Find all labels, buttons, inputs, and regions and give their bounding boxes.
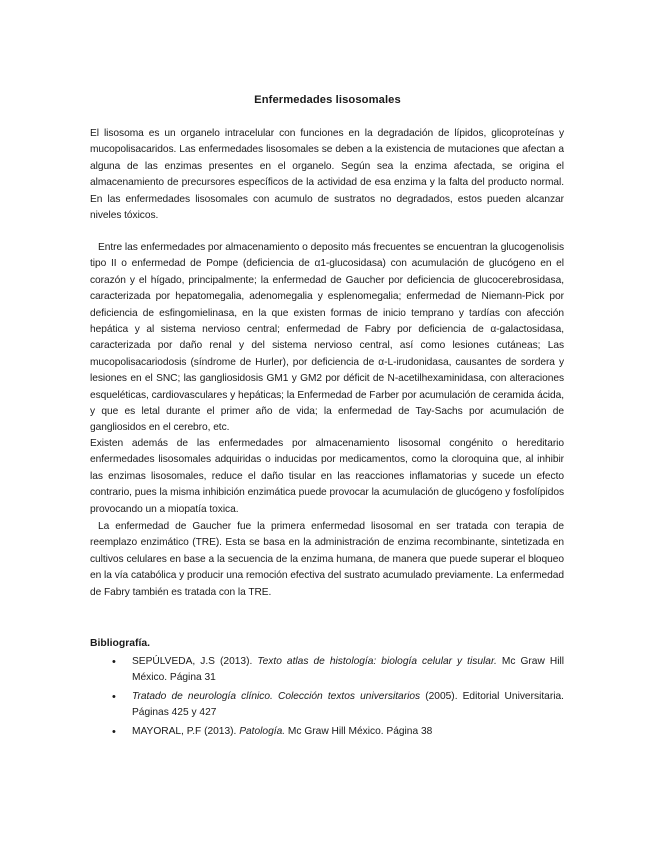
bib-publisher: (2005). Editorial Universitaria. Páginas 425 y 427 bbox=[132, 690, 564, 719]
bib-author: MAYORAL, P.F (2013). bbox=[132, 725, 240, 737]
bib-title: Texto atlas de histología: biología celular y tisular. bbox=[257, 656, 497, 667]
paragraph-acquired-diseases: Existen además de las enfermedades por almacenamiento lisosomal congénito o hereditario enfermedades lisosomales adquiridas o inducidas por medicamentos, como la cloroquina que, al inhibir las enzimas lisosomales, reduce el daño tisular en las reacciones inflamatorias y sucede un efecto contrario, pues la misma inhibición enzimática puede provocar la acumulación de glucógeno y fosfolípidos provocando un a miopatía toxica. bbox=[90, 438, 564, 515]
bib-publisher: Mc Graw Hill México. Página 31 bbox=[132, 656, 564, 684]
paragraph-gaucher-therapy: La enfermedad de Gaucher fue la primera enfermedad lisosomal en ser tratada con terapia de reemplazo enzimático (TRE). Esta se basa en la administración de enzima recombinante, sintetizada en cultivos celulares en base a la secuencia de la enzima humana, de manera que puede superar el bloqueo en la vía catabólica y producir una remoción efectiva del sustrato acumulado previamente. La enfermedad de Fabry también es tratada con la TRE. bbox=[90, 521, 564, 598]
bibliography-item bbox=[90, 724, 564, 740]
bib-publisher: Mc Graw Hill México. Página 38 bbox=[285, 725, 433, 737]
document-title: Enfermedades lisosomales bbox=[254, 94, 401, 106]
paragraph-lysosome-intro: El lisosoma es un organelo intracelular con funciones en la degradación de lípidos, glicoproteínas y mucopolisacaridos. Las enfermedades lisosomales se deben a la existencia de mutaciones que afectan a alguna de las enzimas presentes en el organelo. Según sea la enzima afectada, se origina el almacenamiento de precursores específicos de la actividad de esa enzima y la falta del producto normal. En las enfermedades lisosomales con acumulo de sustratos no degradados, estos pueden alcanzar niveles tóxicos. bbox=[90, 128, 564, 222]
bib-title: Tratado de neurología clínico. Colección textos universitarios bbox=[132, 690, 421, 702]
bullet-icon: • bbox=[112, 690, 116, 703]
bibliography-item bbox=[90, 654, 564, 687]
bullet-icon: • bbox=[112, 656, 116, 668]
bibliography-heading: Bibliografía. bbox=[90, 638, 151, 649]
bib-title: Patología. bbox=[239, 725, 286, 737]
bullet-icon: • bbox=[112, 725, 116, 738]
bibliography-item bbox=[90, 689, 564, 722]
bibliography-list bbox=[90, 654, 564, 742]
paragraph-storage-diseases: Entre las enfermedades por almacenamiento o deposito más frecuentes se encuentran la glucogenolisis tipo II o enfermedad de Pompe (deficiencia de α1-glucosidasa) con acumulación de glucógeno en el corazón y el hígado, principalmente; la enfermedad de Gaucher por deficiencia de glucocerebrosidasa, caracterizada por hepatomegalia, adenomegalia y esplenomegalia; enfermedad de Niemann-Pick por deficiencia de esfingomielinasa, en la que existen formas de inicio temprano y tardías con afección hepática y al sistema nervioso central; enfermedad de Fabry por deficiencia de α-galactosidasa, caracterizada por daño renal y del sistema nervioso central, así como lesiones cutáneas; Las mucopolisacariodosis (síndrome de Hurler), por deficiencia de α-L-irudonidasa, causantes de sordera y lesiones en el SNC; las gangliosidosis GM1 y GM2 por déficit de N-acetilhexaminidasa, con alteraciones esqueléticas, cardiovasculares y hepáticas; la Enfermedad de Farber por acumulación de ceramida ácida, y que es letal durante el primer año de vida; la enfermedad de Tay-Sachs por acumulación de gangliosidos en el cerebro, etc. bbox=[90, 242, 564, 434]
bib-author: SEPÚLVEDA, J.S (2013). bbox=[132, 656, 258, 667]
